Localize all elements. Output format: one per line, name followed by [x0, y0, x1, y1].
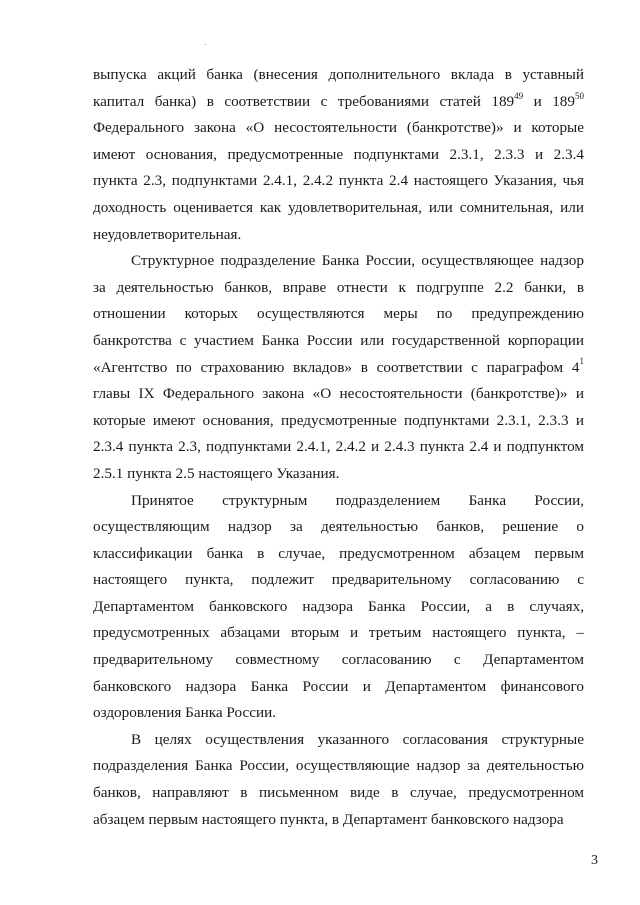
paragraph	[93, 727, 584, 833]
paragraph-text: Федерального закона «О несостоятельности (банкротстве)» и которые имеют основания, предусмотренные подпунктами 2.3.1, 2.3.3 и 2.3.4 пункта 2.3, подпунктами 2.4.1, 2.4.2 пункта 2.4 настоящего Указания, чья доходность оценивается как удовлетворительная, или сомнительная, или неудовлетворительная.	[93, 119, 584, 243]
paragraph-text: главы IX Федерального закона «О несостоятельности (банкротстве)» и которые имеют основания, предусмотренные подпунктами 2.3.1, 2.3.3 и 2.3.4 пункта 2.3, подпунктами 2.4.1, 2.4.2 и 2.4.3 пункта 2.4 и подпунктом 2.5.1 пункта 2.5 настоящего Указания.	[93, 385, 584, 482]
paragraph-text: и 189	[523, 92, 575, 110]
page-number: 3	[591, 853, 598, 868]
paragraph	[93, 62, 584, 248]
paragraph-text: В целях осуществления указанного согласования структурные подразделения Банка России, осуществляющие надзор за деятельностью банков, направляют в письменном виде в случае, предусмотренном абзацем первым настоящего пункта, в Департамент банковского надзора	[93, 730, 584, 828]
document-body	[93, 62, 584, 833]
paragraph	[93, 488, 584, 727]
paragraph-text: Структурное подразделение Банка России, осуществляющее надзор за деятельностью банков, вправе отнести к подгруппе 2.2 банки, в отношении которых осуществляются меры по предупреждению банкротства с участием Банка России или государственной корпорации «Агентство по страхованию вкладов» в соответствии с параграфом 4	[93, 252, 584, 376]
scan-speck	[205, 44, 206, 45]
superscript: 50	[575, 90, 584, 101]
superscript: 49	[514, 90, 524, 101]
paragraph-text: Принятое структурным подразделением Банка России, осуществляющим надзор за деятельностью банков, решение о классификации банка в случае, предусмотренном абзацем первым настоящего пункта, подлежит предварительному согласованию с Департаментом банковского надзора Банка России, а в случаях, предусмотренных абзацами вторым и третьим настоящего пункта, – предварительному совместному согласованию с Департаментом банковского надзора Банка России и Департаментом финансового оздоровления Банка России.	[93, 491, 584, 722]
paragraph	[93, 248, 584, 487]
paragraph-text: выпуска акций банка (внесения дополнительного вклада в уставный капитал банка) в соответствии с требованиями статей 189	[93, 66, 584, 110]
superscript: 1	[579, 356, 584, 367]
